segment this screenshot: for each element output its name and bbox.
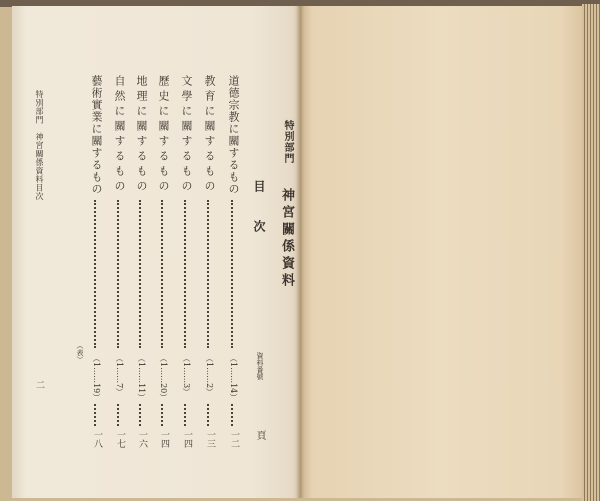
toc-entry-label: 道德宗教に關するもの [227,75,240,195]
dot-leader [139,200,141,348]
toc-entry [224,0,240,501]
toc-entry-label: 歷史に關するもの [157,75,170,195]
toc-entry [177,0,193,501]
toc-entry-page: 一二 [229,430,239,448]
column-header-item-number: 資料番號 [256,352,264,380]
document-title: 神宮關係資料 [279,188,294,290]
toc-entry-page: 一三 [205,430,215,448]
toc-entry-page: 一四 [182,430,192,448]
dot-leader [207,200,209,348]
toc-entry-label: 自然に關するもの [113,75,126,195]
page-mark: （表） [76,342,84,363]
right-page-blank [300,6,582,498]
toc-entry-item-range: （1……3） [182,354,191,397]
toc-heading-second: 次 [252,220,266,232]
dot-leader [94,404,96,426]
dot-leader [207,404,209,426]
toc-entry-label: 文學に關するもの [180,75,193,195]
dot-leader [139,404,141,426]
toc-entry-label: 藝術實業に關するもの [90,75,103,195]
page-stack-edge [582,4,600,501]
dot-leader [231,200,233,348]
toc-entry-label: 地理に關するもの [135,75,148,195]
toc-entry-page: 一七 [115,430,125,448]
toc-entry [132,0,148,501]
toc-entry-page: 一六 [137,430,147,448]
toc-entry [154,0,170,501]
dot-leader [161,200,163,348]
toc-heading-first: 目 [252,180,266,192]
toc-entry-item-range: （1……20） [159,354,168,402]
toc-entry [200,0,216,501]
dot-leader [94,200,96,348]
toc-entry-label: 教育に關するもの [203,75,216,195]
toc-entry-item-range: （1……19） [92,354,101,402]
toc-entry [87,0,103,501]
toc-entry-item-range: （1……7） [115,354,124,397]
dot-leader [117,200,119,348]
dot-leader [161,404,163,426]
toc-entry-item-range: （1……2） [205,354,214,397]
dot-leader [231,404,233,426]
toc-entry [110,0,126,501]
dot-leader [184,404,186,426]
toc-entry-item-range: （1……14） [229,354,238,402]
section-title: 特別部門 [282,120,293,164]
dot-leader [117,404,119,426]
toc-entry-item-range: （1……11） [137,354,146,402]
page-number: 二 [34,380,44,389]
book-gutter [296,6,304,498]
toc-entry-page: 一四 [159,430,169,448]
running-head: 特別部門 神宮關係資料目次 [35,90,44,201]
column-header-page: 頁 [254,430,265,440]
toc-entry-page: 一八 [92,430,102,448]
dot-leader [184,200,186,348]
